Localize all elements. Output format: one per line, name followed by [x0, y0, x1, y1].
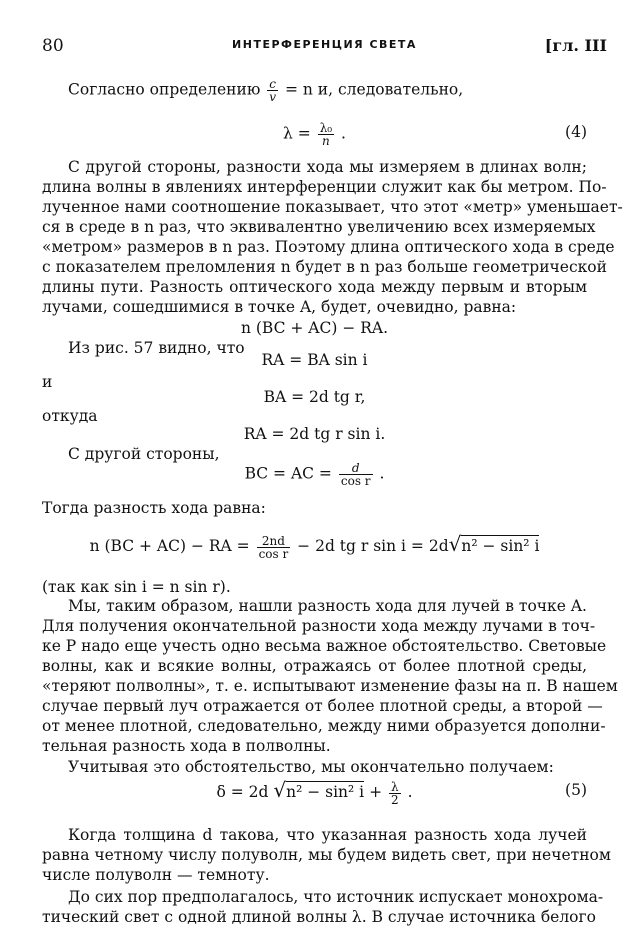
text-line: (так как sin i = n sin r).	[42, 578, 231, 596]
paragraph-line: числе полуволн — темноту.	[42, 866, 270, 884]
text-line: Из рис. 57 видно, что	[68, 339, 245, 357]
definition-line	[42, 78, 587, 103]
text-line: и	[42, 373, 53, 391]
paragraph-line: тический свет с одной длиной волны λ. В случае источника белого	[42, 908, 596, 926]
paragraph-line: До сих пор предполагалось, что источник испускает монохрома-	[68, 888, 604, 906]
equation-5: δ = 2d √n² − sin² i + $\frac{\lambda}{2}$ . (5)	[216, 778, 587, 807]
equation-4: λ = $\frac{\text{λ₀}}{n}$ . (4)	[283, 121, 587, 148]
paragraph-line: волны, как и всякие волны, отражаясь от более плотной среды,	[42, 657, 587, 675]
paragraph-line: случае первый луч отражается от более плотной среды, а второй —	[42, 697, 603, 715]
paragraph-line: равна четному числу полуволн, мы будем видеть свет, при нечетном	[42, 846, 611, 864]
paragraph-line: Мы, таким образом, нашли разность хода для лучей в точке A.	[68, 597, 587, 615]
paragraph-line: длина волны в явлениях интерференции служит как бы метром. По-	[42, 178, 607, 196]
paragraph-line: Когда толщина d такова, что указанная разность хода лучей	[68, 826, 587, 844]
equation-ra2: RA = 2d tg r sin i.	[243, 425, 386, 443]
paragraph-line: длины пути. Разность оптического хода между первым и вторым	[42, 278, 587, 296]
chapter-label: [гл. III	[544, 36, 607, 55]
text-span: Согласно определению	[68, 80, 261, 99]
paragraph-line: «теряют полволны», т. е. испытывают изменение фазы на π. В нашем	[42, 677, 618, 695]
text-line: С другой стороны,	[68, 445, 220, 463]
paragraph-line: С другой стороны, разности хода мы измеряем в длинах волн;	[68, 158, 587, 176]
equation-optical-path: n (BC + AC) − RA.	[240, 319, 389, 337]
equation-ba: BA = 2d tg r,	[263, 388, 366, 406]
equation-bc: BC = AC = $\frac{d}{\text{cos r}}$ .	[244, 461, 385, 488]
running-title: ИНТЕРФЕРЕНЦИЯ СВЕТА	[232, 38, 417, 51]
paragraph-line: Для получения окончательной разности хода между лучами в точ-	[42, 617, 596, 635]
paragraph-line: тельная разность хода в полволны.	[42, 737, 331, 755]
page-header	[42, 36, 607, 58]
text-line: Учитывая это обстоятельство, мы окончательно получаем:	[68, 758, 554, 776]
paragraph-line: ке P надо еще учесть одно весьма важное обстоятельство. Световые	[42, 637, 607, 655]
text-line: Тогда разность хода равна:	[42, 499, 266, 517]
paragraph-line: ся в среде в n раз, что эквивалентно увеличению всех измеряемых	[42, 218, 596, 236]
equation-number: (5)	[565, 781, 587, 799]
paragraph-line: лученное нами соотношение показывает, что этот «метр» уменьшает-	[42, 198, 623, 216]
page-number: 80	[42, 36, 64, 56]
equation-path-difference: n (BC + AC) − RA = $\frac{2nd}{\text{cos r}}$ − 2d tg r sin i = 2d√n² − sin² i	[89, 532, 540, 561]
text-span: = n и, следовательно,	[284, 80, 464, 99]
equation-number: (4)	[565, 123, 587, 141]
paragraph-line: с показателем преломления n будет в n раз больше геометрической	[42, 258, 607, 276]
paragraph-line: лучами, сошедшимися в точке A, будет, очевидно, равна:	[42, 298, 517, 316]
paragraph-line: «метром» размеров в n раз. Поэтому длина оптического хода в среде	[42, 238, 615, 256]
fraction-c-over-v: $\frac{c}{v}$	[269, 77, 277, 104]
paragraph-line: от менее плотной, следовательно, между ними образуется дополни-	[42, 717, 606, 735]
equation-ra: RA = BA sin i	[261, 351, 368, 369]
text-line: откуда	[42, 407, 98, 425]
